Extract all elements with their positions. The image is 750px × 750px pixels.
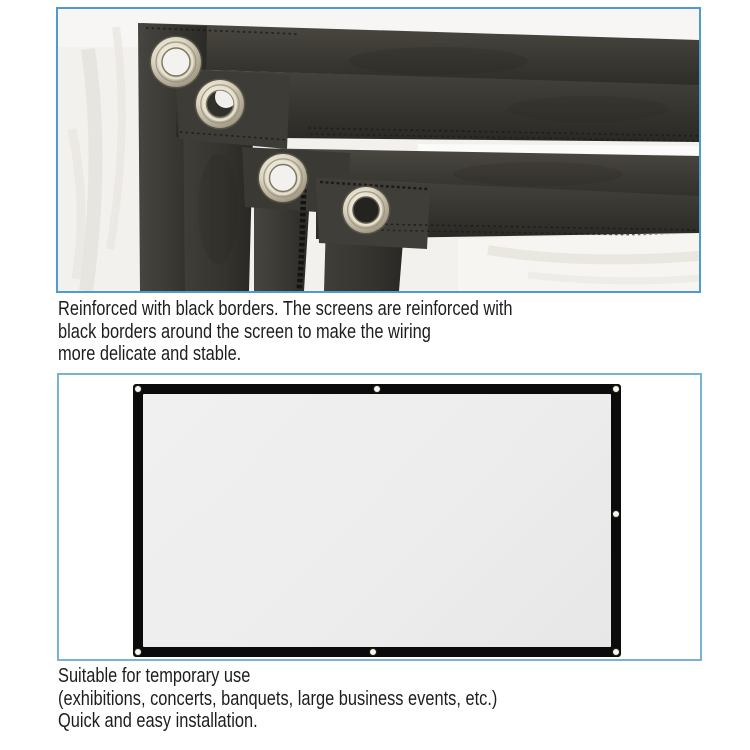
grommet-icon [150,36,203,89]
screen-grommet-dot [370,649,376,655]
grommet-icon [342,186,391,235]
screen-grommet-dot [135,649,141,655]
projection-screen [133,384,621,657]
caption-line: more delicate and stable. [58,343,242,365]
caption-line: Reinforced with black borders. The screens are reinforced with [58,298,513,320]
screen-diagram-figure [57,373,702,661]
grommet-icon [258,153,309,204]
caption-line: Suitable for temporary use [58,665,251,687]
screen-grommet-dot [613,511,619,517]
caption-line: black borders around the screen to make the wiring [58,320,431,343]
screen-grommet-dot [613,649,619,655]
white-screen-fabric [458,234,699,291]
caption-suitable [58,665,594,733]
grommets-photo [58,9,699,291]
screen-grommet-dot [135,386,141,392]
grommet-icon [195,79,246,130]
caption-line: (exhibitions, concerts, banquets, large business events, etc.) [58,687,498,710]
top-photo-figure [56,7,701,293]
screen-grommet-dot [374,386,380,392]
caption-line: Quick and easy installation. [58,710,258,732]
caption-reinforced [58,298,612,366]
screen-surface [143,394,611,647]
screen-grommet-dot [613,386,619,392]
